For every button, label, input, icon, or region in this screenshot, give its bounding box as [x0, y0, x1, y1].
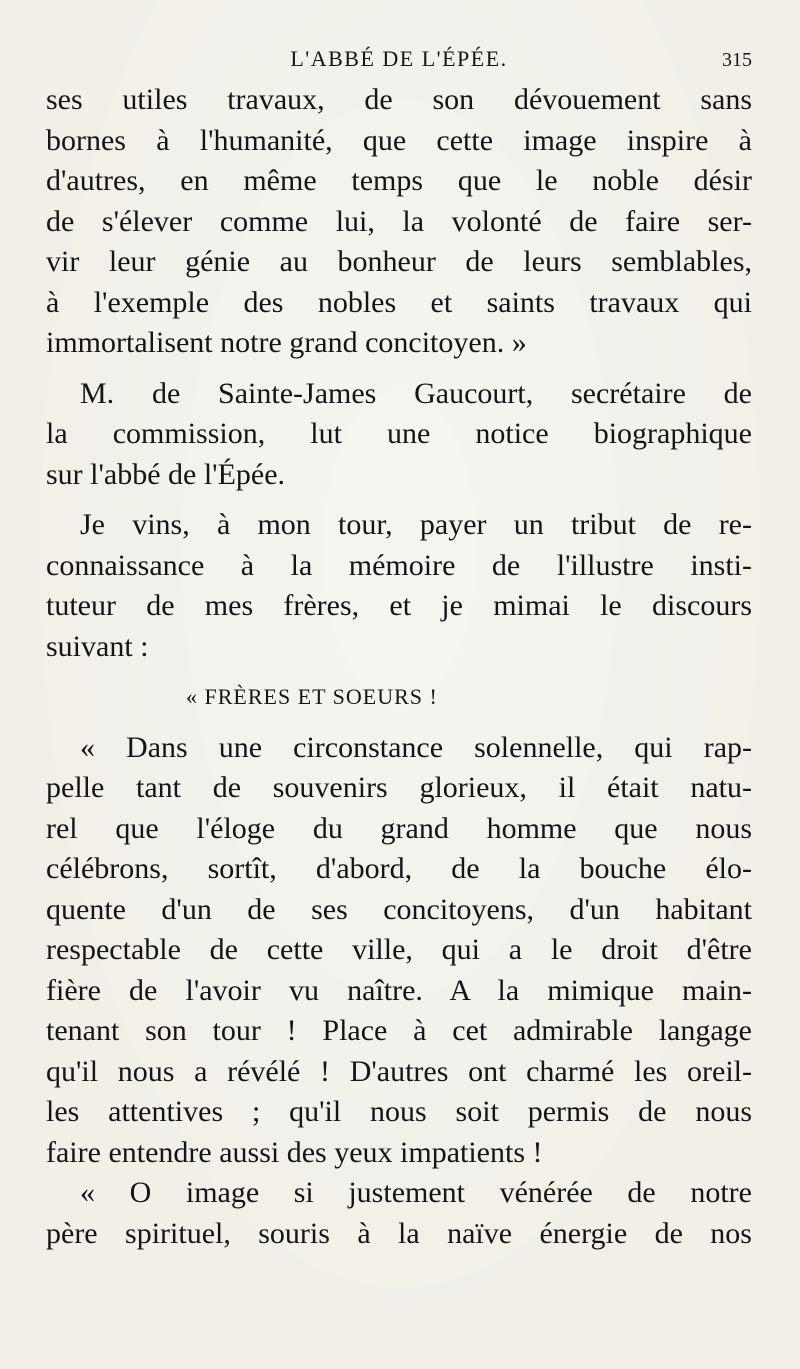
running-title: L'ABBÉ DE L'ÉPÉE.	[290, 46, 508, 71]
text-line: respectable de cette ville, qui a le droit d'être	[46, 933, 752, 966]
text-line: qu'il nous a révélé ! D'autres ont charmé les oreil-	[46, 1054, 752, 1088]
text-line: immortalisent notre grand concitoyen. »	[46, 326, 527, 359]
text-line: fière de l'avoir vu naître. A la mimique main-	[46, 973, 752, 1007]
text-line: « O image si justement vénérée de notre	[80, 1176, 752, 1209]
text-line: ses utiles travaux, de son dévouement sans	[46, 83, 752, 116]
page-number: 315	[722, 49, 752, 71]
text-line: sur l'abbé de l'Épée.	[46, 457, 286, 491]
text-line: faire entendre aussi des yeux impatients !	[46, 1135, 543, 1169]
text-line: suivant :	[46, 629, 149, 663]
text-line: M. de Sainte-James Gaucourt, secrétaire de	[80, 376, 752, 410]
text-line: d'autres, en même temps que le noble désir	[46, 164, 752, 197]
text-line: Je vins, à mon tour, payer un tribut de re-	[80, 508, 752, 541]
text-line: célébrons, sortît, d'abord, de la bouche élo-	[46, 852, 752, 885]
text-line: la commission, lut une notice biographique	[46, 417, 752, 450]
text-line: de s'élever comme lui, la volonté de faire ser-	[46, 204, 752, 238]
text-line: « Dans une circonstance solennelle, qui rap-	[80, 730, 752, 764]
text-line: bornes à l'humanité, que cette image inspire à	[46, 123, 752, 157]
text-line: père spirituel, souris à la naïve énergie de nos	[46, 1216, 752, 1250]
body-text	[46, 80, 752, 1254]
speech-heading: « FRÈRES ET SOEURS !	[186, 684, 438, 709]
text-line: tuteur de mes frères, et je mimai le discours	[46, 589, 752, 622]
text-line: connaissance à la mémoire de l'illustre insti-	[46, 548, 752, 582]
running-head	[46, 44, 752, 84]
text-line: quente d'un de ses concitoyens, d'un habitant	[46, 892, 752, 926]
text-line: rel que l'éloge du grand homme que nous	[46, 811, 752, 845]
text-line: pelle tant de souvenirs glorieux, il était natu-	[46, 771, 752, 804]
text-line: vir leur génie au bonheur de leurs semblables,	[46, 245, 752, 278]
text-line: les attentives ; qu'il nous soit permis de nous	[46, 1095, 752, 1128]
text-line: tenant son tour ! Place à cet admirable langage	[46, 1014, 752, 1047]
text-line: à l'exemple des nobles et saints travaux qui	[46, 285, 752, 319]
